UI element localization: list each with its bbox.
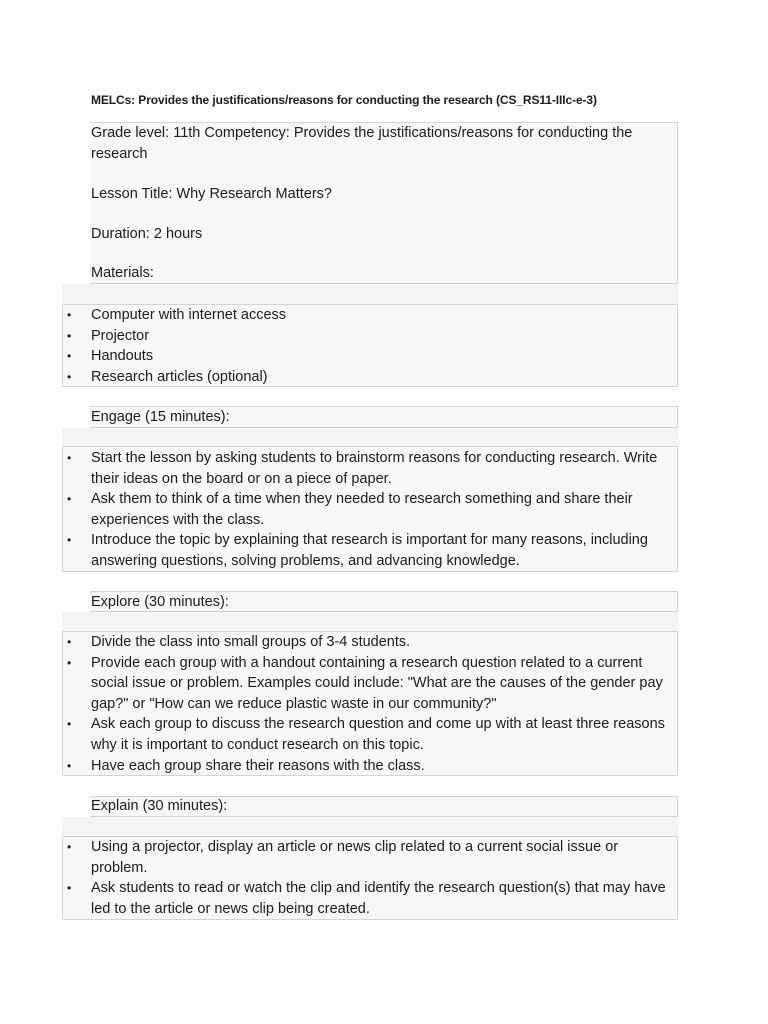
list-item: • Using a projector, display an article or news clip related to a current social issue or problem. <box>62 837 678 878</box>
engage-list <box>62 448 678 572</box>
list-item: • Provide each group with a handout containing a research question related to a current social issue or problem. Examples could include: "What are the causes of the gender pay gap?" or "How can we reduce plastic waste in our community?" <box>62 653 678 715</box>
materials-label: Materials: <box>91 265 154 281</box>
list-item: • Handouts <box>62 346 678 367</box>
explain-list <box>62 837 678 919</box>
spacer-band <box>62 284 678 304</box>
list-item: • Have each group share their reasons with the class. <box>62 756 678 777</box>
list-item: • Start the lesson by asking students to brainstorm reasons for conducting research. Write their ideas on the board or on a piece of paper. <box>62 448 678 489</box>
explain-heading: Explain (30 minutes): <box>91 798 228 814</box>
list-item: • Ask each group to discuss the research question and come up with at least three reasons why it is important to conduct research on this topic. <box>62 714 678 755</box>
materials-list <box>62 305 678 387</box>
list-item: • Projector <box>62 326 678 347</box>
list-item: • Divide the class into small groups of 3-4 students. <box>62 632 678 653</box>
spacer-band <box>62 817 678 836</box>
list-item: • Ask students to read or watch the clip and identify the research question(s) that may have led to the article or news clip being created. <box>62 878 678 919</box>
melcs-heading: MELCs: Provides the justifications/reasons for conducting the research (CS_RS11-IIIc-e-3) <box>91 93 597 107</box>
engage-heading: Engage (15 minutes): <box>91 409 230 425</box>
list-item: • Computer with internet access <box>62 305 678 326</box>
explore-list <box>62 632 678 776</box>
lesson-title-text: Lesson Title: Why Research Matters? <box>91 186 332 202</box>
explore-heading: Explore (30 minutes): <box>91 594 229 610</box>
spacer-band <box>62 612 678 631</box>
list-item: • Introduce the topic by explaining that research is important for many reasons, including answering questions, solving problems, and advancing knowledge. <box>62 530 678 571</box>
grade-competency-text: Grade level: 11th Competency: Provides the justifications/reasons for conducting the research <box>91 125 633 162</box>
list-item: • Ask them to think of a time when they needed to research something and share their experiences with the class. <box>62 489 678 530</box>
duration-text: Duration: 2 hours <box>91 226 203 242</box>
list-item: • Research articles (optional) <box>62 367 678 388</box>
spacer-band <box>62 428 678 446</box>
